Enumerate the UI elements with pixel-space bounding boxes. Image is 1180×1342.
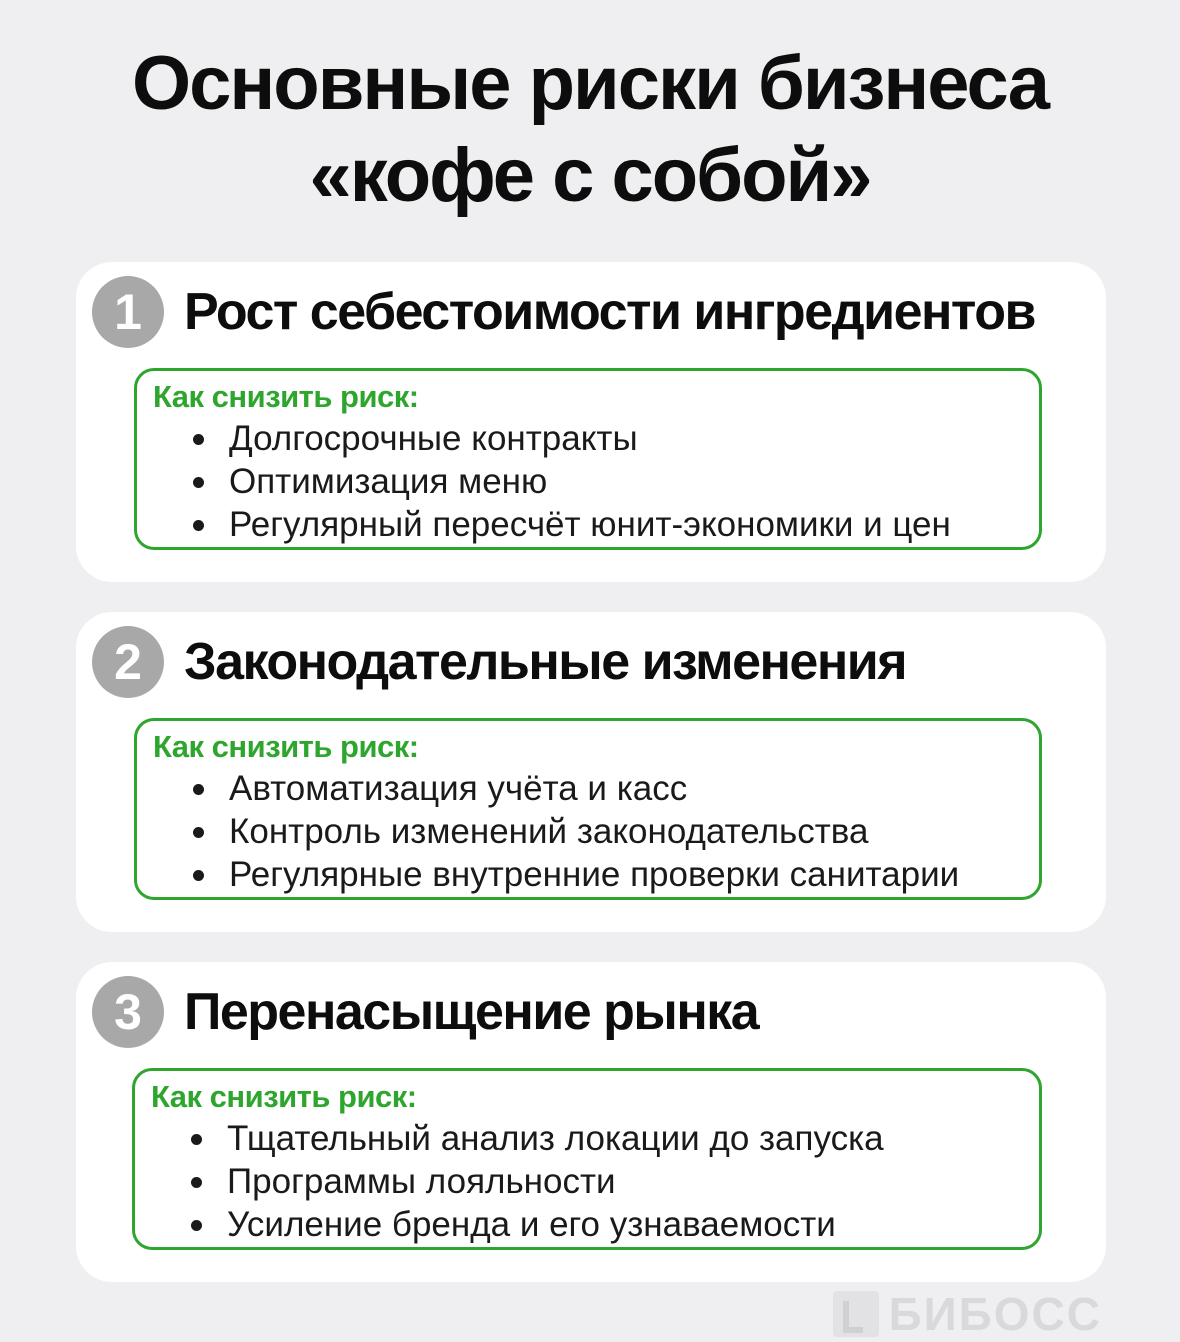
mitigation-box	[134, 368, 1042, 550]
measure-item	[191, 853, 959, 896]
measure-item	[191, 460, 951, 503]
page-title	[0, 38, 1180, 222]
bullet-icon	[193, 434, 204, 445]
risk-title: Перенасыщение рынка	[184, 983, 759, 1041]
measure-text: Долгосрочные контракты	[229, 419, 638, 458]
measure-text: Программы лояльности	[227, 1162, 616, 1201]
measures-list	[191, 417, 951, 546]
risk-number-badge: 2	[92, 626, 164, 698]
measure-item	[191, 503, 951, 546]
watermark	[833, 1286, 1102, 1342]
bullet-icon	[193, 520, 204, 531]
bibosс-logo-icon	[833, 1291, 879, 1337]
bullet-icon	[191, 1220, 202, 1231]
risk-number-badge: 1	[92, 276, 164, 348]
measure-item	[189, 1203, 884, 1246]
bullet-icon	[193, 784, 204, 795]
measure-item	[189, 1117, 884, 1160]
measure-text: Автоматизация учёта и касс	[229, 769, 688, 808]
measure-text: Регулярные внутренние проверки санитарии	[229, 855, 960, 894]
mitigation-box	[132, 1068, 1042, 1250]
mitigation-label: Как снизить риск:	[153, 379, 419, 414]
measures-list	[191, 767, 959, 896]
risk-card-1	[76, 262, 1106, 582]
risk-title: Законодательные изменения	[184, 633, 907, 691]
page-title-line-2: «кофе с собой»	[309, 133, 871, 218]
page-title-line-1: Основные риски бизнеса	[132, 41, 1048, 126]
risk-card-3	[76, 962, 1106, 1282]
measure-text: Тщательный анализ локации до запуска	[227, 1119, 884, 1158]
risk-title: Рост себестоимости ингредиентов	[184, 283, 1035, 341]
risk-number-badge: 3	[92, 976, 164, 1048]
measure-text: Оптимизация меню	[229, 462, 548, 501]
measure-item	[191, 767, 959, 810]
mitigation-label: Как снизить риск:	[153, 729, 419, 764]
risk-card-2	[76, 612, 1106, 932]
bullet-icon	[193, 870, 204, 881]
measures-list	[189, 1117, 884, 1246]
measure-item	[191, 417, 951, 460]
measure-item	[189, 1160, 884, 1203]
measure-text: Усиление бренда и его узнаваемости	[227, 1205, 836, 1244]
measure-text: Контроль изменений законодательства	[229, 812, 869, 851]
measure-text: Регулярный пересчёт юнит-экономики и цен	[229, 505, 951, 544]
mitigation-label: Как снизить риск:	[151, 1079, 417, 1114]
watermark-text: БИБОСС	[888, 1288, 1102, 1340]
bullet-icon	[193, 827, 204, 838]
measure-item	[191, 810, 959, 853]
bullet-icon	[193, 477, 204, 488]
mitigation-box	[134, 718, 1042, 900]
bullet-icon	[191, 1134, 202, 1145]
bullet-icon	[191, 1177, 202, 1188]
